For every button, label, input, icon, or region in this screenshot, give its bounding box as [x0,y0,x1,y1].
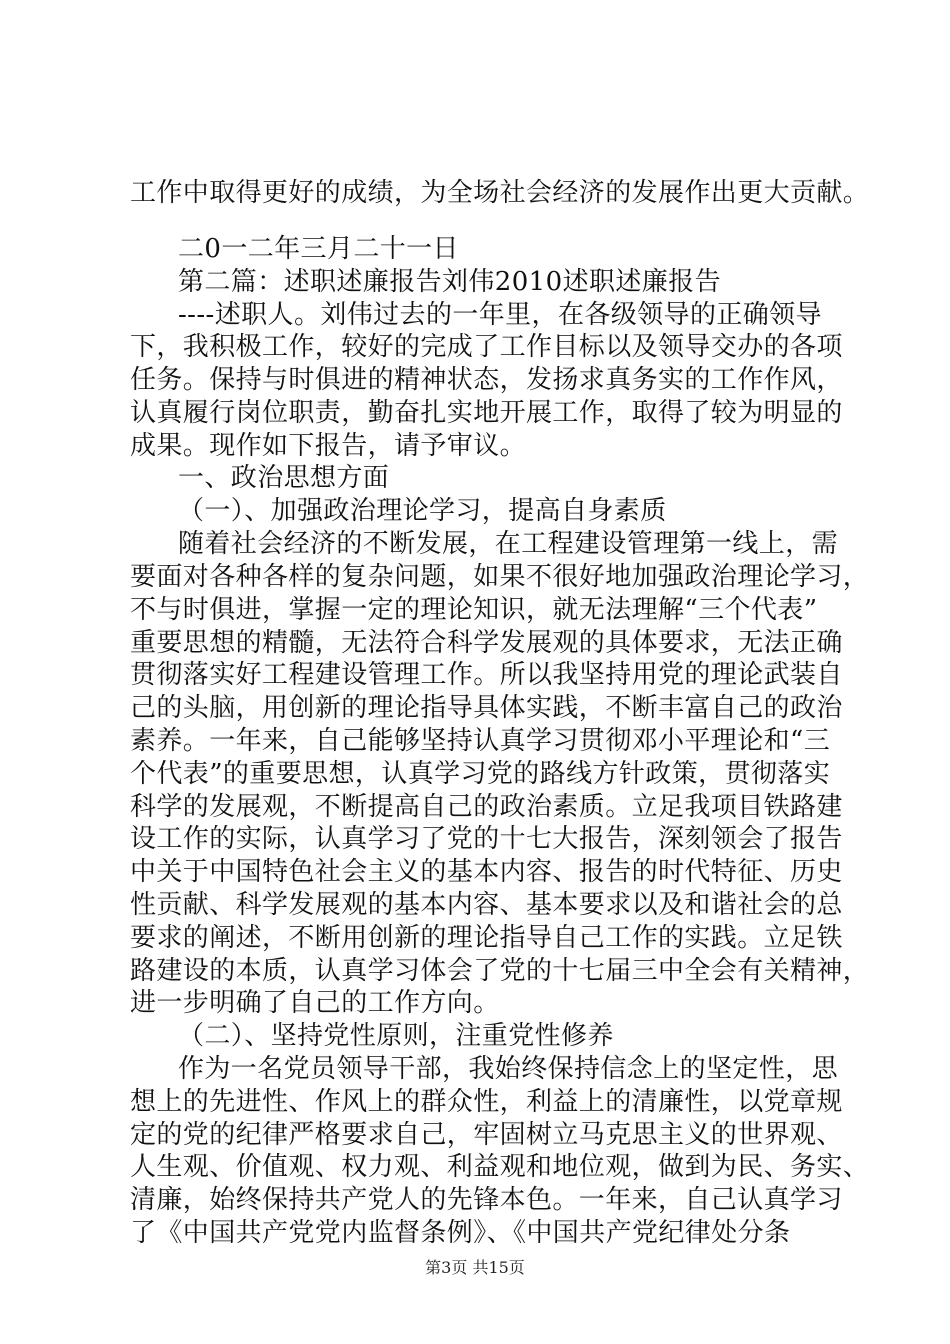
text-line: 想上的先进性、作风上的群众性，利益上的清廉性，以党章规 [130,1087,843,1117]
subheading: （一）、加强政治理论学习，提高自身素质 [178,496,667,526]
text-line: 设工作的实际，认真学习了党的十七大报告，深刻领会了报告 [130,824,843,854]
text-line-date: 二0一二年三月二十一日 [178,234,459,264]
text-line: 了《中国共产党党内监督条例》、《中国共产党纪律处分条 [130,1218,791,1248]
text-line: 成果。现作如下报告，请予审议。 [130,431,527,461]
text-line: 人生观、价值观、权力观、利益观和地位观，做到为民、务实、 [130,1152,870,1182]
text-line: 个代表”的重要思想，认真学习党的路线方针政策，贯彻落实 [130,759,831,789]
text-line: 路建设的本质，认真学习体会了党的十七届三中全会有关精神， [130,956,870,986]
text-line: ----述职人。刘伟过去的一年里，在各级领导的正确领导 [178,300,822,330]
text-line: 中关于中国特色社会主义的基本内容、报告的时代特征、历史 [130,857,843,887]
text-line: 己的头脑，用创新的理论指导具体实践，不断丰富自己的政治 [130,693,843,723]
text-line: 认真履行岗位职责，勤奋扎实地开展工作，取得了较为明显的 [130,398,843,428]
text-line-continuation: 工作中取得更好的成绩，为全场社会经济的发展作出更大贡献。 [130,178,870,208]
text-line: 进一步明确了自己的工作方向。 [130,988,500,1018]
text-line: 重要思想的精髓，无法符合科学发展观的具体要求，无法正确 [130,628,843,658]
text-line: 定的党的纪律严格要求自己，牢固树立马克思主义的世界观、 [130,1120,843,1150]
subheading: （二）、坚持党性原则，注重党性修养 [178,1021,614,1051]
text-line: 素养。一年来，自己能够坚持认真学习贯彻邓小平理论和“三 [130,726,831,756]
text-line: 不与时俱进，掌握一定的理论知识，就无法理解“三个代表” [130,595,818,625]
text-line: 任务。保持与时俱进的精神状态，发扬求真务实的工作作风， [130,365,843,395]
text-line: 科学的发展观，不断提高自己的政治素质。立足我项目铁路建 [130,792,843,822]
text-line: 清廉，始终保持共产党人的先锋本色。一年来，自己认真学习 [130,1185,843,1215]
text-line: 贯彻落实好工程建设管理工作。所以我坚持用党的理论武装自 [130,660,843,690]
text-line: 随着社会经济的不断发展，在工程建设管理第一线上，需 [178,529,839,559]
subheading: 一、政治思想方面 [178,463,390,493]
text-line: 要面对各种各样的复杂问题，如果不很好地加强政治理论学习， [130,562,870,592]
text-line: 下，我积极工作，较好的完成了工作目标以及领导交办的各项 [130,332,843,362]
section-heading: 第二篇：述职述廉报告刘伟2010述职述廉报告 [178,267,721,297]
text-line: 要求的阐述，不断用创新的理论指导自己工作的实践。立足铁 [130,923,843,953]
page-number-footer: 第3页 共15页 [425,1258,525,1277]
text-line: 性贡献、科学发展观的基本内容、基本要求以及和谐社会的总 [130,890,843,920]
text-line: 作为一名党员领导干部，我始终保持信念上的坚定性，思 [178,1054,839,1084]
